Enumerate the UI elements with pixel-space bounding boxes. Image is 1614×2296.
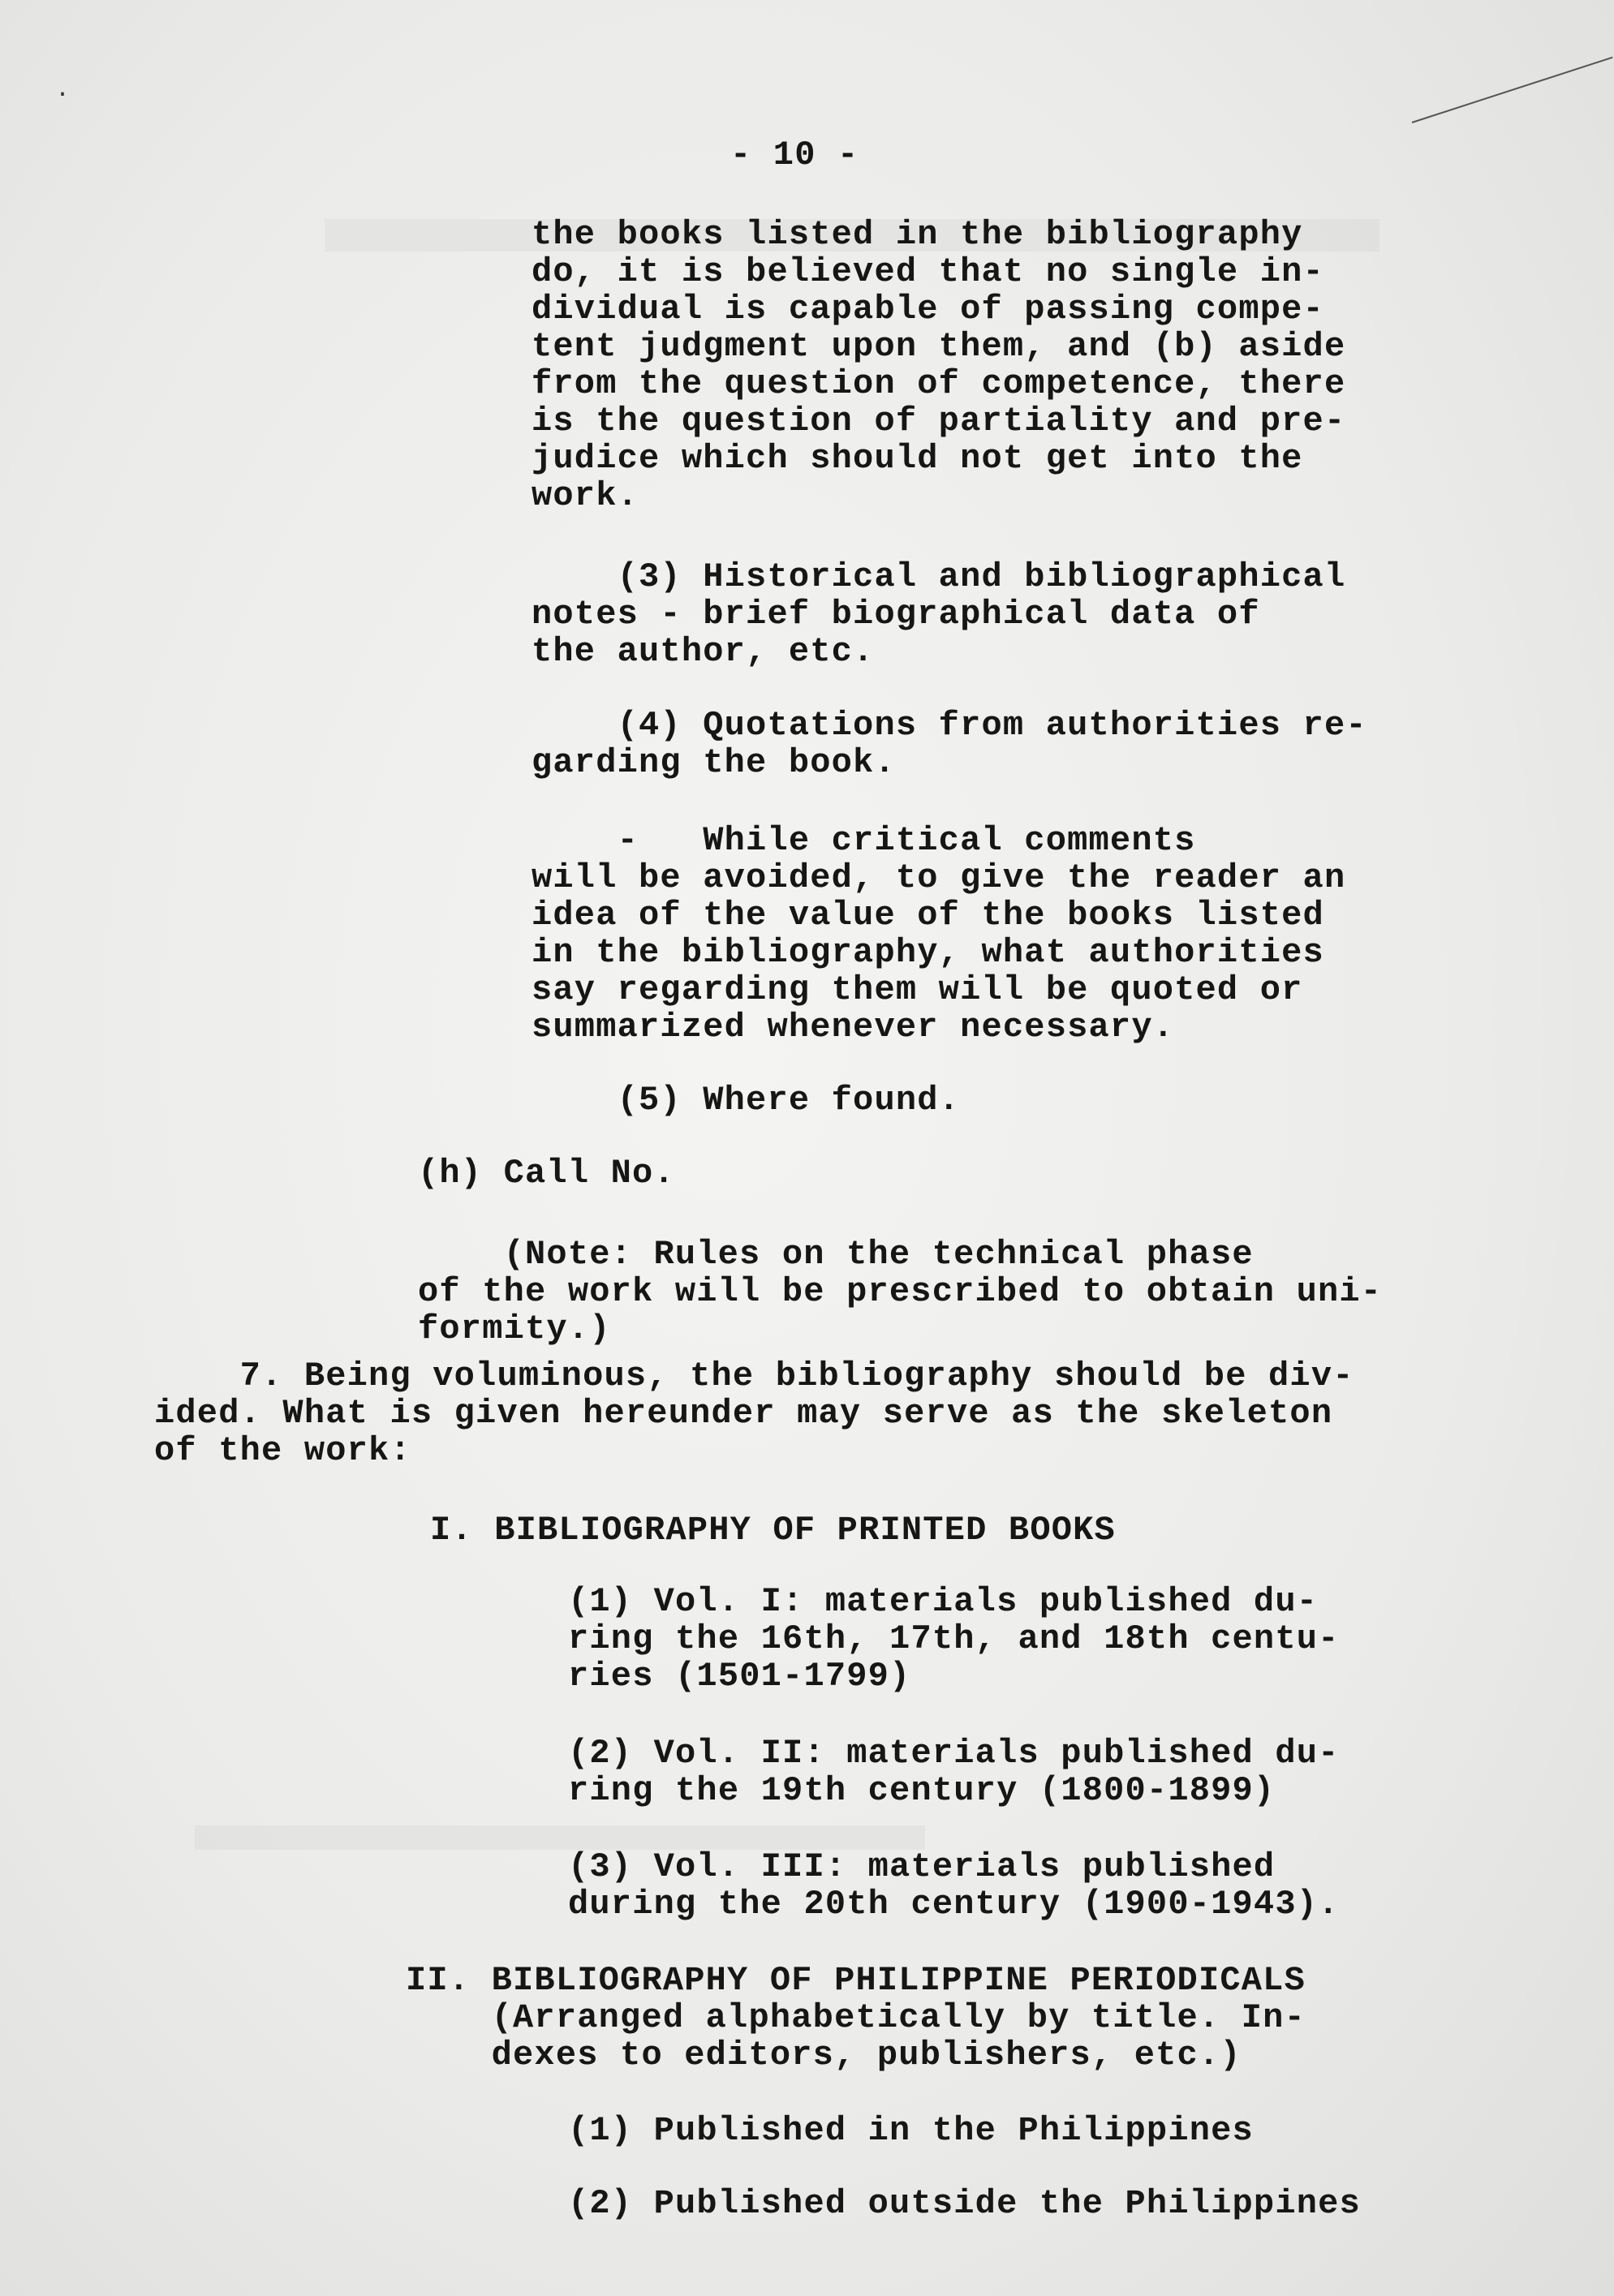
text-line: dividual is capable of passing compe- [532,290,1324,329]
text-line: summarized whenever necessary. [532,1008,1175,1047]
text-line: (3) Historical and bibliographical [532,557,1346,596]
text-line: will be avoided, to give the reader an [532,858,1346,897]
text-line: 7. Being voluminous, the bibliography should be div- [154,1357,1354,1395]
text-line: of the work: [154,1431,411,1470]
text-line: is the question of partiality and pre- [532,402,1346,441]
text-line: formity.) [418,1309,611,1348]
text-line: II. BIBLIOGRAPHY OF PHILIPPINE PERIODICALS [406,1961,1306,2000]
text-line: (1) Vol. I: materials published du- [568,1582,1319,1621]
page-number: - 10 - [730,135,859,174]
text-line: (1) Published in the Philippines [568,2111,1254,2150]
show-through-shadow [195,1825,925,1850]
text-line: (2) Vol. II: materials published du- [568,1734,1340,1773]
text-line: (5) Where found. [532,1081,961,1120]
text-line: ries (1501-1799) [568,1657,911,1696]
text-line: of the work will be prescribed to obtain uni- [418,1272,1383,1311]
text-line: dexes to editors, publishers, etc.) [406,2036,1242,2075]
text-line: (2) Published outside the Philippines [568,2184,1361,2223]
text-line: judice which should not get into the [532,439,1303,478]
text-line: ring the 16th, 17th, and 18th centu- [568,1619,1340,1658]
text-line: I. BIBLIOGRAPHY OF PRINTED BOOKS [430,1511,1116,1550]
text-line: (3) Vol. III: materials published [568,1847,1276,1886]
text-line: ring the 19th century (1800-1899) [568,1771,1276,1810]
text-line: (4) Quotations from authorities re- [532,706,1367,745]
text-line: in the bibliography, what authorities [532,933,1324,972]
text-line: the books listed in the bibliography [532,215,1303,254]
text-line: the author, etc. [532,632,875,671]
text-line: ided. What is given hereunder may serve as the skeleton [154,1394,1333,1433]
text-line: do, it is believed that no single in- [532,252,1324,291]
text-line: from the question of competence, there [532,364,1346,403]
text-line: work. [532,476,639,515]
text-line: notes - brief biographical data of [532,595,1260,634]
text-line: tent judgment upon them, and (b) aside [532,327,1346,366]
paper-crease-mark [1412,57,1613,123]
text-line: idea of the value of the books listed [532,896,1324,935]
ink-speck: · [55,81,71,109]
text-line: garding the book. [532,743,896,782]
text-line: - While critical comments [532,821,1196,860]
text-line: (h) Call No. [418,1154,675,1193]
text-line: (Arranged alphabetically by title. In- [406,1998,1306,2037]
text-line: say regarding them will be quoted or [532,970,1303,1009]
text-line: during the 20th century (1900-1943). [568,1885,1340,1924]
text-line: (Note: Rules on the technical phase [418,1235,1254,1274]
